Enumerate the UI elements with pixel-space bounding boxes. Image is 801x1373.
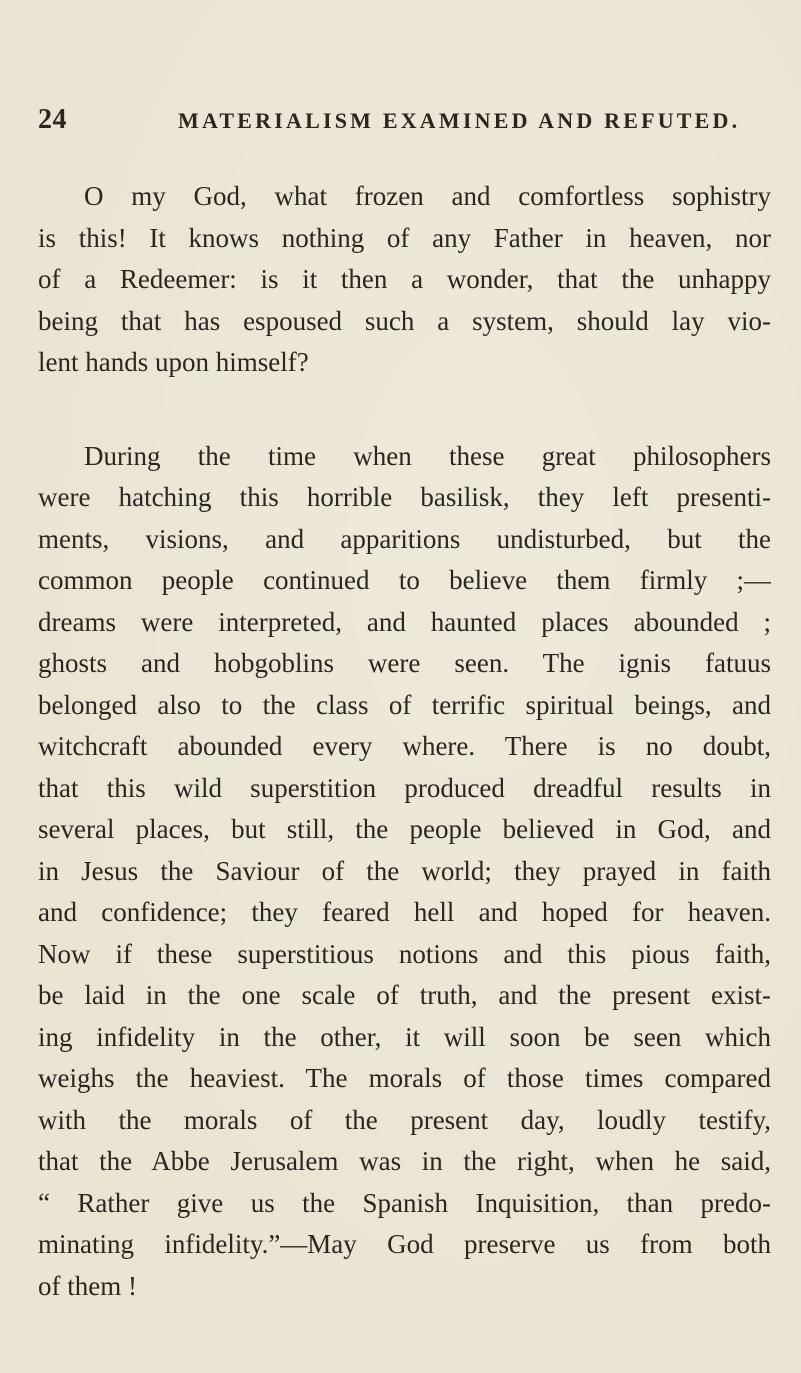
running-title: MATERIALISM EXAMINED AND REFUTED.: [178, 108, 741, 133]
text-line: in Jesus the Saviour of the world; they prayed in faith: [38, 855, 771, 886]
text-line: O my God, what frozen and comfortless sophistry: [84, 181, 771, 211]
paragraph-2: [38, 436, 771, 1308]
text-line: minating infidelity.”—May God preserve us from both: [38, 1229, 771, 1259]
text-line: that the Abbe Jerusalem was in the right, when he said,: [38, 1146, 771, 1176]
text-line: of a Redeemer: is it then a wonder, that the unhappy: [38, 264, 771, 294]
text-line: “ Rather give us the Spanish Inquisition, than predo-: [38, 1187, 771, 1218]
text-line: is this! It knows nothing of any Father in heaven, nor: [38, 222, 771, 253]
text-line: ghosts and hobgoblins were seen. The ignis fatuus: [38, 648, 771, 678]
text-line: lent hands upon himself?: [38, 347, 309, 377]
body-text: [38, 176, 771, 1307]
text-line: that this wild superstition produced dreadful results in: [38, 772, 771, 803]
page-header: [38, 104, 778, 144]
text-line: of them !: [38, 1270, 137, 1301]
text-line: belonged also to the class of terrific spiritual beings, and: [38, 689, 771, 720]
text-line: witchcraft abounded every where. There is no doubt,: [38, 731, 771, 761]
text-line: ments, visions, and apparitions undisturbed, but the: [38, 523, 771, 554]
text-line: ing infidelity in the other, it will soon be seen which: [38, 1021, 771, 1052]
text-line: be laid in the one scale of truth, and the present exist-: [38, 980, 771, 1010]
text-line: common people continued to believe them firmly ;—: [38, 565, 771, 595]
text-line: dreams were interpreted, and haunted places abounded ;: [38, 606, 771, 637]
text-line: and confidence; they feared hell and hoped for heaven.: [38, 897, 771, 927]
paragraph-1: [38, 176, 771, 384]
text-line: with the morals of the present day, loudly testify,: [38, 1104, 771, 1135]
text-line: being that has espoused such a system, should lay vio-: [38, 305, 771, 336]
paragraph-spacing: [38, 384, 771, 436]
text-line: Now if these superstitious notions and this pious faith,: [38, 938, 771, 969]
page-number: 24: [38, 104, 67, 135]
text-line: several places, but still, the people believed in God, and: [38, 814, 771, 844]
text-line: were hatching this horrible basilisk, they left presenti-: [38, 482, 771, 512]
text-line: During the time when these great philosophers: [84, 440, 771, 471]
text-line: weighs the heaviest. The morals of those times compared: [38, 1063, 771, 1093]
